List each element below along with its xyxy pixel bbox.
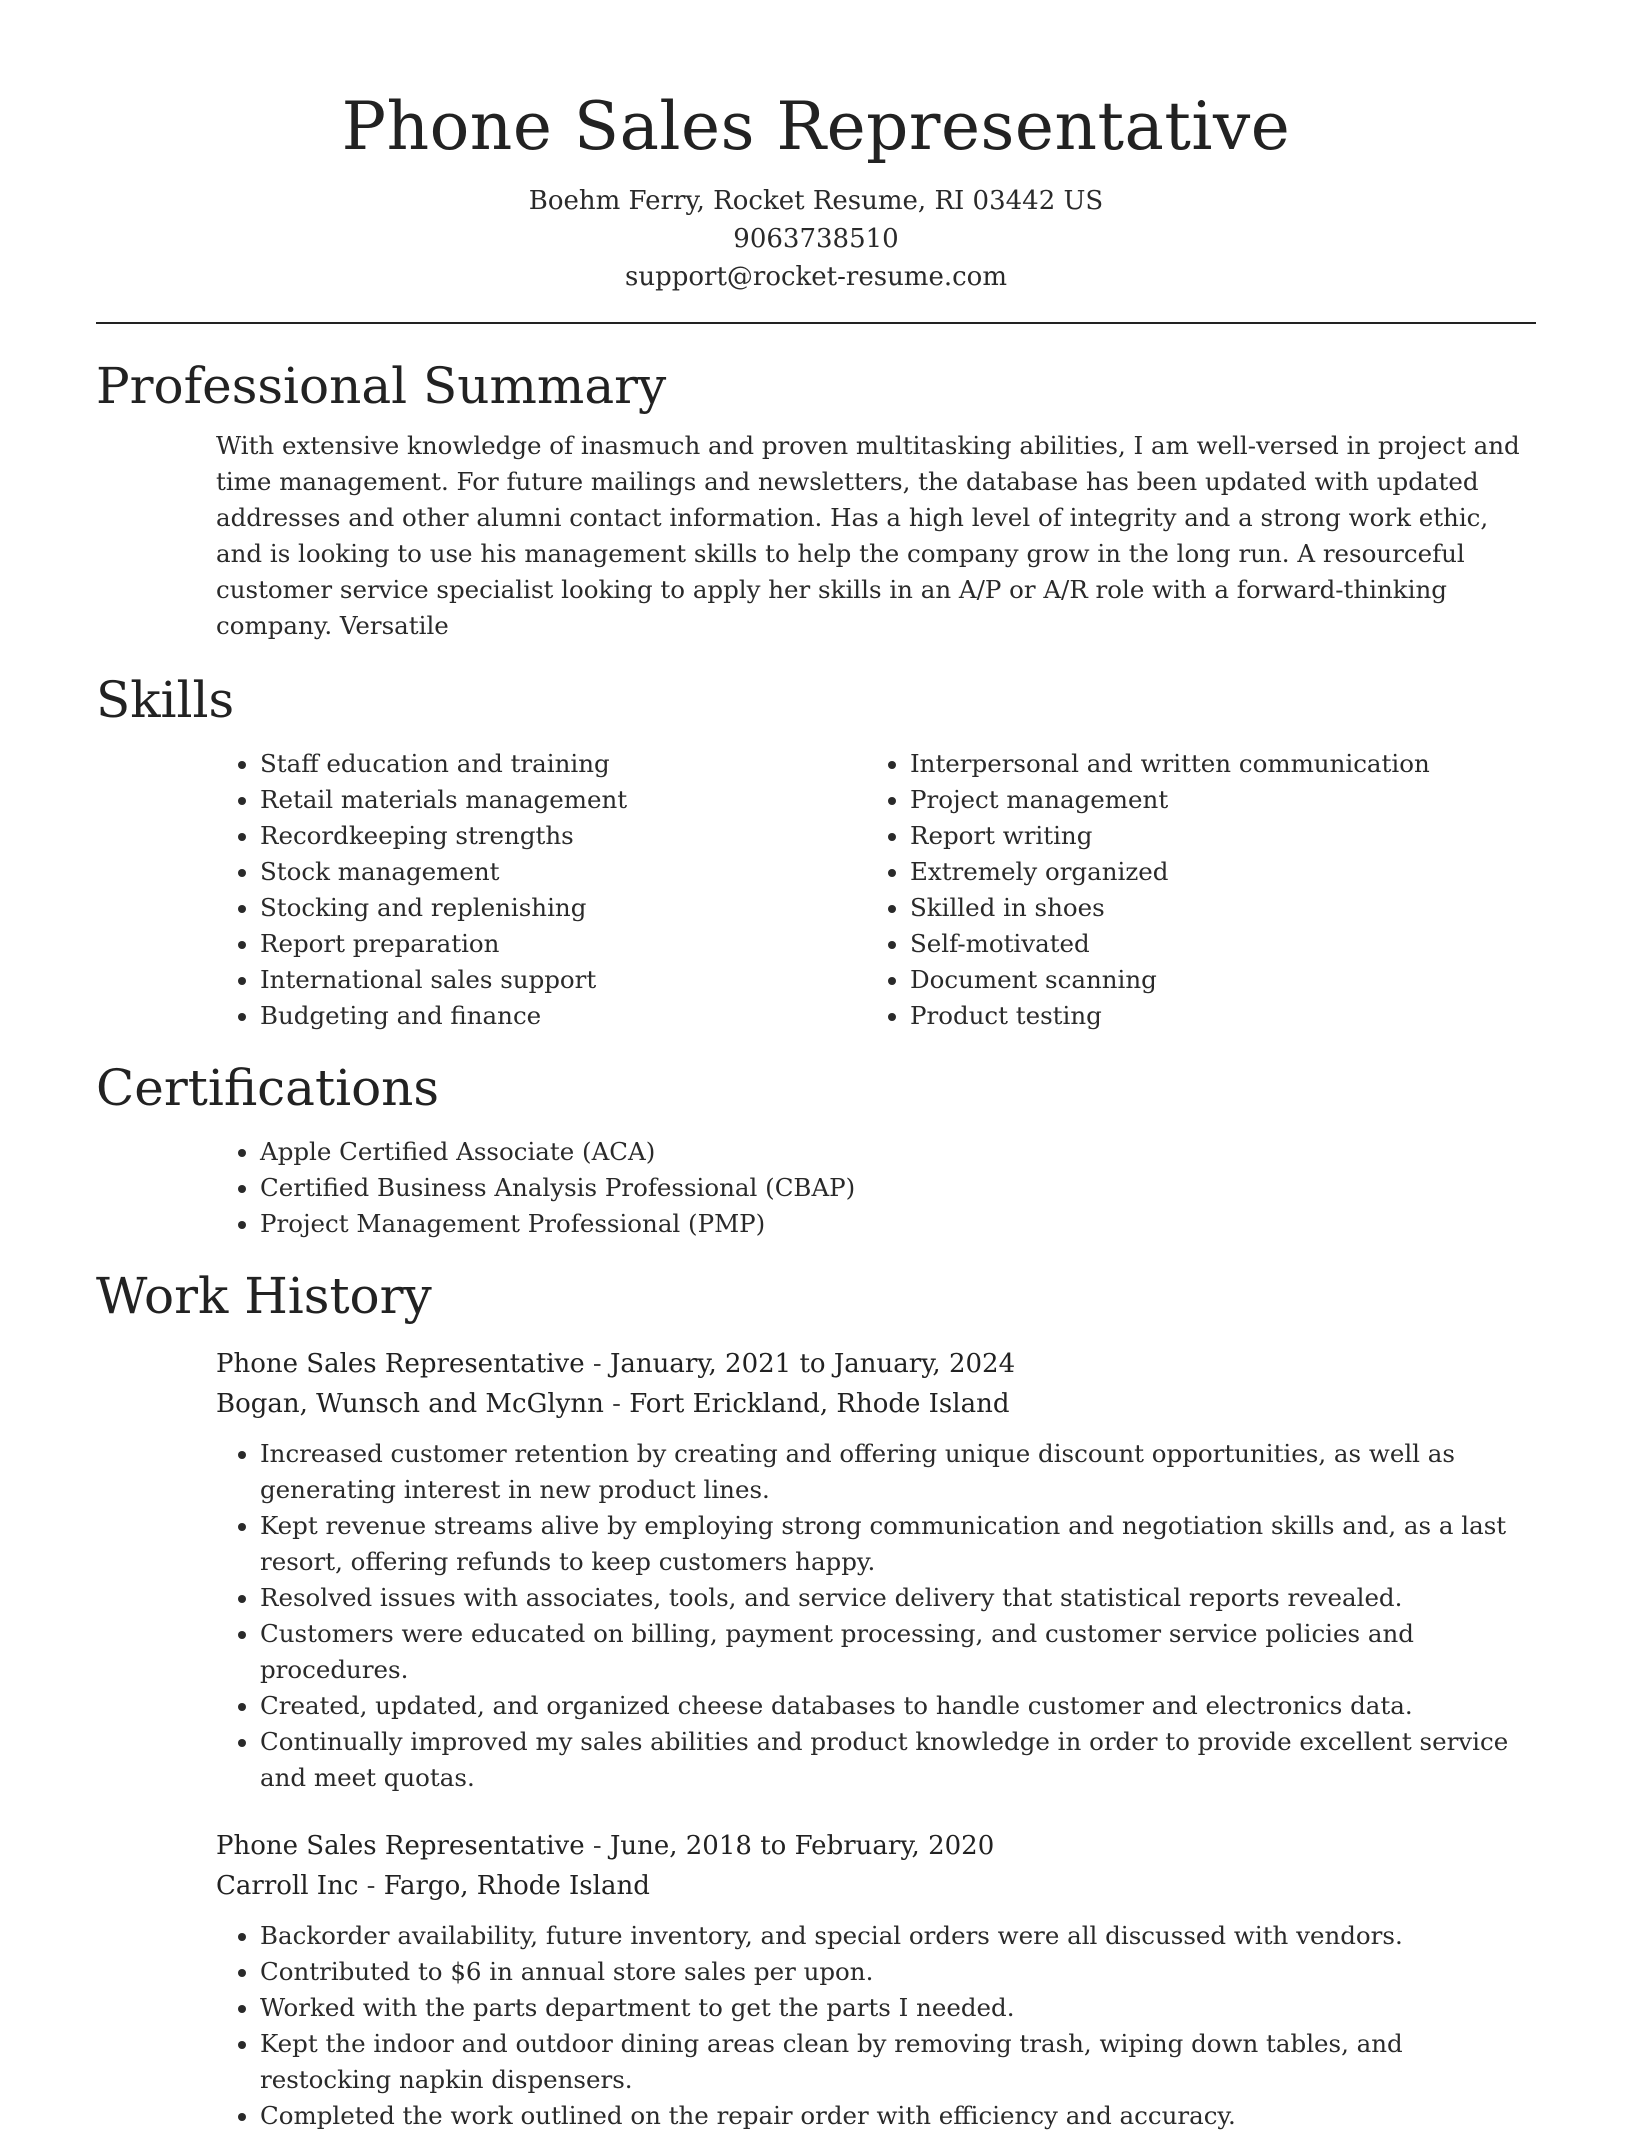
skill-item: • Project management <box>910 782 1510 818</box>
skill-item: • Extremely organized <box>910 854 1510 890</box>
skills-list-left <box>216 746 866 1034</box>
job-company-line: Carroll Inc - Fargo, Rhode Island <box>216 1871 650 1901</box>
header-divider <box>96 322 1536 324</box>
job-dates: January, 2021 to January, 2024 <box>609 1349 1016 1379</box>
certifications-section <box>96 1056 1536 1242</box>
skill-item: • Report writing <box>910 818 1510 854</box>
job-entry <box>96 1344 1536 1796</box>
contact-email: support@rocket-resume.com <box>624 262 1007 292</box>
certification-item: • Certified Business Analysis Professional (CBAP) <box>260 1170 1536 1206</box>
job-title-line: Phone Sales Representative - June, 2018 to February, 2020 <box>216 1831 995 1861</box>
job-bullet: • Backorder availability, future inventory, and special orders were all discussed with vendors. <box>260 1918 1536 1954</box>
job-bullet: • Resolved issues with associates, tools, and service delivery that statistical reports revealed. <box>260 1580 1536 1616</box>
job-location: Fargo, Rhode Island <box>383 1871 650 1901</box>
job-bullet: • Continually improved my sales abilities and product knowledge in order to provide excellent service and meet quotas. <box>260 1724 1536 1796</box>
job-bullet: • Contributed to $6 in annual store sales per upon. <box>260 1954 1536 1990</box>
work-history-section <box>96 1264 1536 2134</box>
job-bullet: • Created, updated, and organized cheese databases to handle customer and electronics data. <box>260 1688 1536 1724</box>
skill-item: • Product testing <box>910 998 1510 1034</box>
certifications-list <box>216 1134 1536 1242</box>
job-bullet: • Worked with the parts department to get the parts I needed. <box>260 1990 1536 2026</box>
skills-columns <box>96 746 1536 1034</box>
summary-heading: Professional Summary <box>96 357 667 415</box>
skill-item: • Document scanning <box>910 962 1510 998</box>
job-bullet: • Completed the work outlined on the repair order with efficiency and accuracy. <box>260 2098 1536 2134</box>
job-bullet: • Increased customer retention by creating and offering unique discount opportunities, as well as generating interest in new product lines. <box>260 1436 1536 1508</box>
contact-phone: 9063738510 <box>733 224 899 254</box>
summary-section <box>96 354 1536 644</box>
skill-item: • Self-motivated <box>910 926 1510 962</box>
skill-item: • Retail materials management <box>260 782 866 818</box>
job-bullets <box>216 1918 1536 2134</box>
job-role: Phone Sales Representative <box>216 1349 585 1379</box>
skill-item: • Staff education and training <box>260 746 866 782</box>
job-bullets <box>216 1436 1536 1796</box>
skill-item: • International sales support <box>260 962 866 998</box>
job-dates: June, 2018 to February, 2020 <box>609 1831 995 1861</box>
job-role: Phone Sales Representative <box>216 1831 585 1861</box>
skill-item: • Budgeting and finance <box>260 998 866 1034</box>
job-company: Bogan, Wunsch and McGlynn <box>216 1389 604 1419</box>
job-bullet: • Customers were educated on billing, payment processing, and customer service policies and procedures. <box>260 1616 1536 1688</box>
skills-heading: Skills <box>96 671 235 729</box>
job-company: Carroll Inc <box>216 1871 359 1901</box>
contact-address: Boehm Ferry, Rocket Resume, RI 03442 US <box>528 186 1104 216</box>
job-location: Fort Erickland, Rhode Island <box>629 1389 1010 1419</box>
job-bullet: • Kept revenue streams alive by employing strong communication and negotiation skills and, as a last resort, offering refunds to keep customers happy. <box>260 1508 1536 1580</box>
skill-item: • Stock management <box>260 854 866 890</box>
job-company-line: Bogan, Wunsch and McGlynn - Fort Erickland, Rhode Island <box>216 1389 1010 1419</box>
skill-item: • Skilled in shoes <box>910 890 1510 926</box>
skill-item: • Stocking and replenishing <box>260 890 866 926</box>
resume-header <box>96 0 1536 296</box>
skill-item: • Interpersonal and written communication <box>910 746 1510 782</box>
work-history-heading: Work History <box>96 1267 432 1325</box>
certifications-heading: Certifications <box>96 1059 440 1117</box>
candidate-title: Phone Sales Representative <box>341 88 1291 165</box>
certification-item: • Apple Certified Associate (ACA) <box>260 1134 1536 1170</box>
job-bullet: • Kept the indoor and outdoor dining areas clean by removing trash, wiping down tables, and restocking napkin dispensers. <box>260 2026 1536 2098</box>
skill-item: • Report preparation <box>260 926 866 962</box>
contact-info <box>96 182 1536 296</box>
summary-text: With extensive knowledge of inasmuch and proven multitasking abilities, I am well-versed in project and time management. For future mailings and newsletters, the database has been updated with updated addresses and other alumni contact information. Has a high level of integrity and a strong work ethic, and is looking to use his management skills to help the company grow in the long run. A resourceful customer service specialist looking to apply her skills in an A/P or A/R role with a forward-thinking company. Versatile <box>216 431 1520 640</box>
skill-item: • Recordkeeping strengths <box>260 818 866 854</box>
skills-section <box>96 668 1536 1034</box>
skills-list-right <box>866 746 1510 1034</box>
job-title-line: Phone Sales Representative - January, 2021 to January, 2024 <box>216 1349 1016 1379</box>
certification-item: • Project Management Professional (PMP) <box>260 1206 1536 1242</box>
job-entry <box>96 1826 1536 2134</box>
